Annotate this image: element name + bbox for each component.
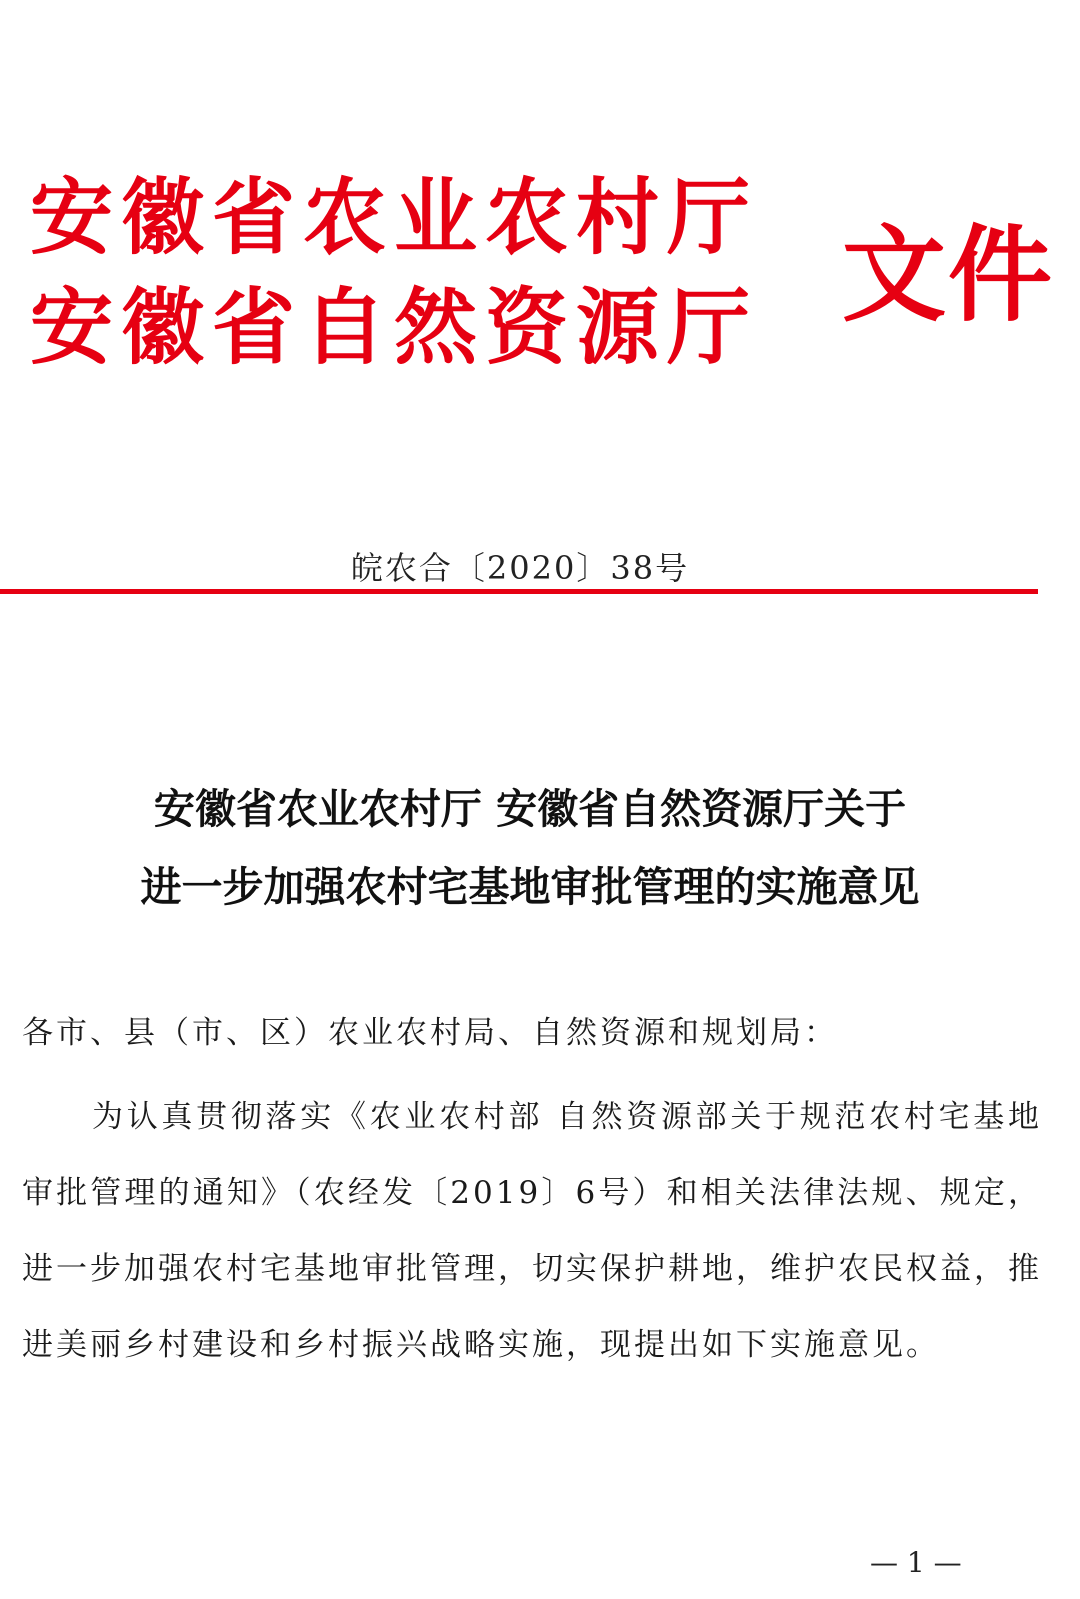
page-number: — 1 —: [870, 1546, 962, 1579]
red-divider-line: [0, 589, 1038, 594]
body-paragraph: 为认真贯彻落实《农业农村部 自然资源部关于规范农村宅基地审批管理的通知》（农经发〔2019〕6号）和相关法律法规、规定，进一步加强农村宅基地审批管理，切实保护耕地，维护农民权益，推进美丽乡村建设和乡村振兴战略实施，现提出如下实施意见。: [22, 1099, 1042, 1363]
title-line-1: 安徽省农业农村厅 安徽省自然资源厅关于: [153, 785, 907, 833]
salutation: 各市、县（市、区）农业农村局、自然资源和规划局：: [22, 1015, 838, 1051]
document-header: [30, 160, 1060, 380]
document-title: [30, 770, 1030, 926]
issuing-org-natural-resources: 安徽省自然资源厅: [30, 279, 758, 376]
title-line-2: 进一步加强农村宅基地审批管理的实施意见: [140, 863, 920, 911]
document-body: [22, 1005, 1042, 1383]
issuing-org-agriculture: 安徽省农业农村厅: [30, 169, 758, 266]
file-label: 文件: [842, 214, 1055, 336]
document-number: 皖农合〔2020〕38号: [350, 549, 690, 587]
